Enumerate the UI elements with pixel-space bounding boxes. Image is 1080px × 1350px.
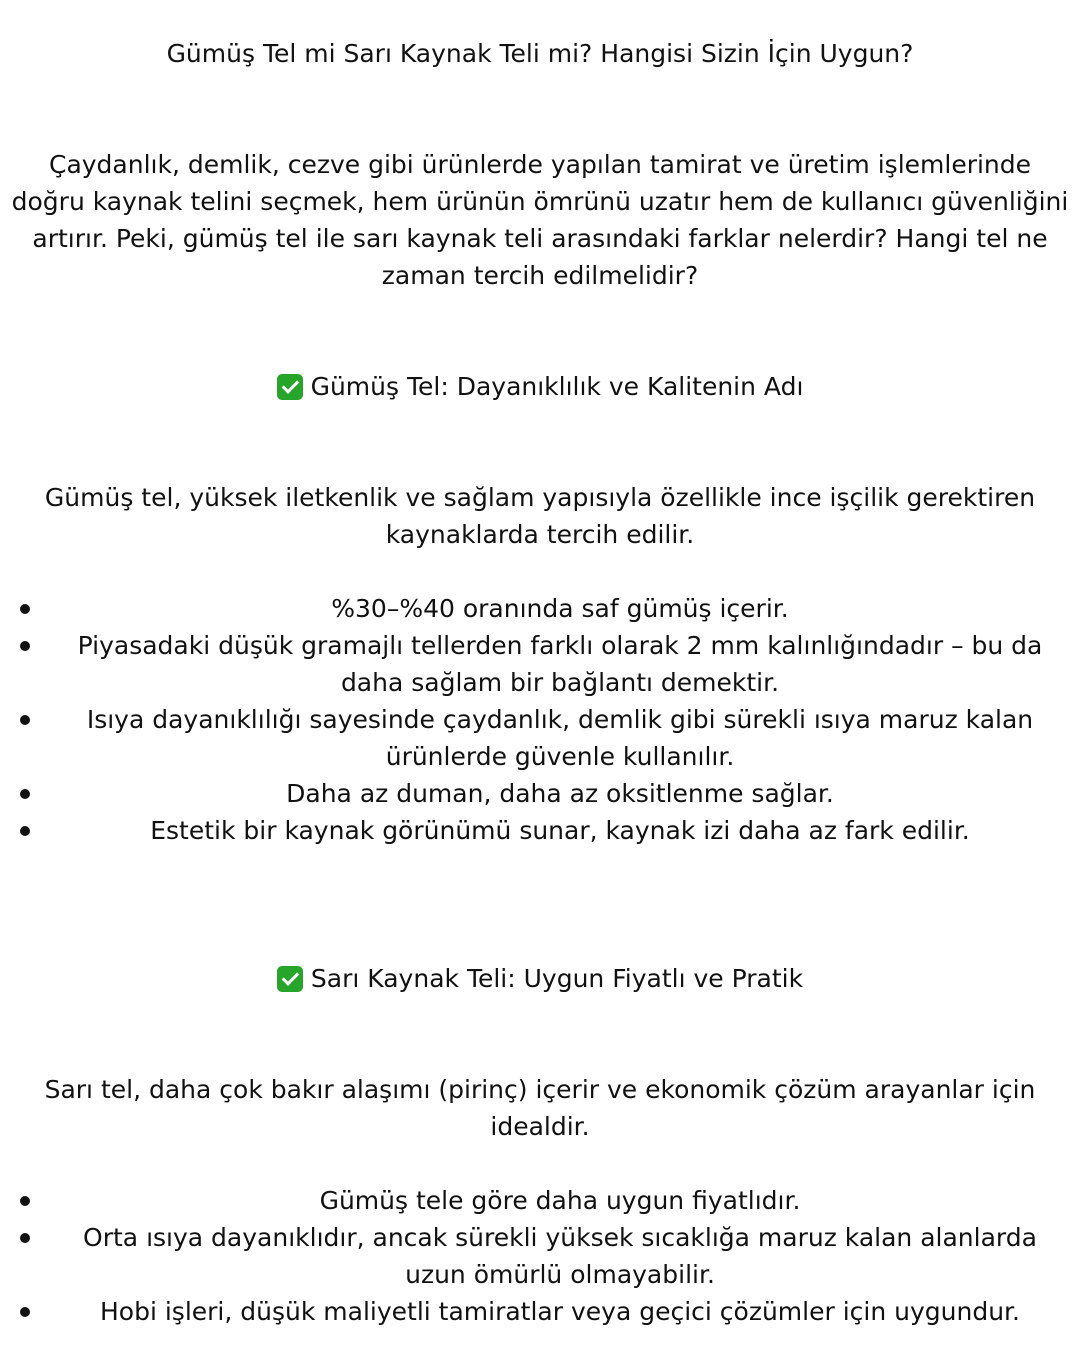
page-title: Gümüş Tel mi Sarı Kaynak Teli mi? Hangisi Sizin İçin Uygun?: [166, 39, 914, 68]
bullet-icon: [20, 715, 30, 725]
silver-bullet-list: [10, 590, 1070, 849]
bullet-icon: [20, 789, 30, 799]
yellow-bullet-list: [10, 1182, 1070, 1330]
list-item-text: Piyasadaki düşük gramajlı tellerden farklı olarak 2 mm kalınlığındadır – bu da daha sağlam bir bağlantı demektir.: [77, 631, 1043, 697]
yellow-heading-text: Sarı Kaynak Teli: Uygun Fiyatlı ve Pratik: [310, 964, 804, 993]
bullet-icon: [20, 1233, 30, 1243]
list-item: [10, 590, 1070, 627]
bullet-icon: [20, 604, 30, 614]
silver-section-heading: [10, 368, 1070, 405]
intro-paragraph: Çaydanlık, demlik, cezve gibi ürünlerde yapılan tamirat ve üretim işlemlerinde doğru kaynak telini seçmek, hem ürünün ömrünü uzatır hem de kullanıcı güvenliğini artırır. Peki, gümüş tel ile sarı kaynak teli arasındaki farklar nelerdir? Hangi tel ne zaman tercih edilmelidir?: [11, 150, 1069, 290]
list-item: [10, 775, 1070, 812]
list-item: [10, 812, 1070, 849]
list-item-text: Daha az duman, daha az oksitlenme sağlar.: [286, 779, 834, 808]
list-item-text: Orta ısıya dayanıklıdır, ancak sürekli yüksek sıcaklığa maruz kalan alanlarda uzun ömürlü olmayabilir.: [83, 1223, 1037, 1289]
list-item: [10, 1293, 1070, 1330]
yellow-section-heading: [10, 960, 1070, 997]
list-item-text: Hobi işleri, düşük maliyetli tamiratlar veya geçici çözümler için uygundur.: [100, 1297, 1020, 1326]
list-item-text: Estetik bir kaynak görünümü sunar, kaynak izi daha az fark edilir.: [150, 816, 970, 845]
list-item-text: %30–%40 oranında saf gümüş içerir.: [331, 594, 789, 623]
bullet-icon: [20, 1307, 30, 1317]
silver-paragraph: Gümüş tel, yüksek iletkenlik ve sağlam yapısıyla özellikle ince işçilik gerektiren kaynaklarda tercih edilir.: [44, 483, 1036, 549]
list-item-text: Gümüş tele göre daha uygun fiyatlıdır.: [319, 1186, 801, 1215]
silver-heading-text: Gümüş Tel: Dayanıklılık ve Kalitenin Adı: [310, 372, 804, 401]
list-item-text: Isıya dayanıklılığı sayesinde çaydanlık, demlik gibi sürekli ısıya maruz kalan ürünlerde güvenle kullanılır.: [86, 705, 1034, 771]
bullet-icon: [20, 641, 30, 651]
bullet-icon: [20, 1196, 30, 1206]
check-mark-button-icon: [277, 966, 303, 992]
check-mark-button-icon: [277, 374, 303, 400]
list-item: [10, 627, 1070, 701]
list-item: [10, 701, 1070, 775]
list-item: [10, 1182, 1070, 1219]
yellow-paragraph: Sarı tel, daha çok bakır alaşımı (pirinç) içerir ve ekonomik çözüm arayanlar için idealdir.: [44, 1075, 1036, 1141]
list-item: [10, 1219, 1070, 1293]
bullet-icon: [20, 826, 30, 836]
